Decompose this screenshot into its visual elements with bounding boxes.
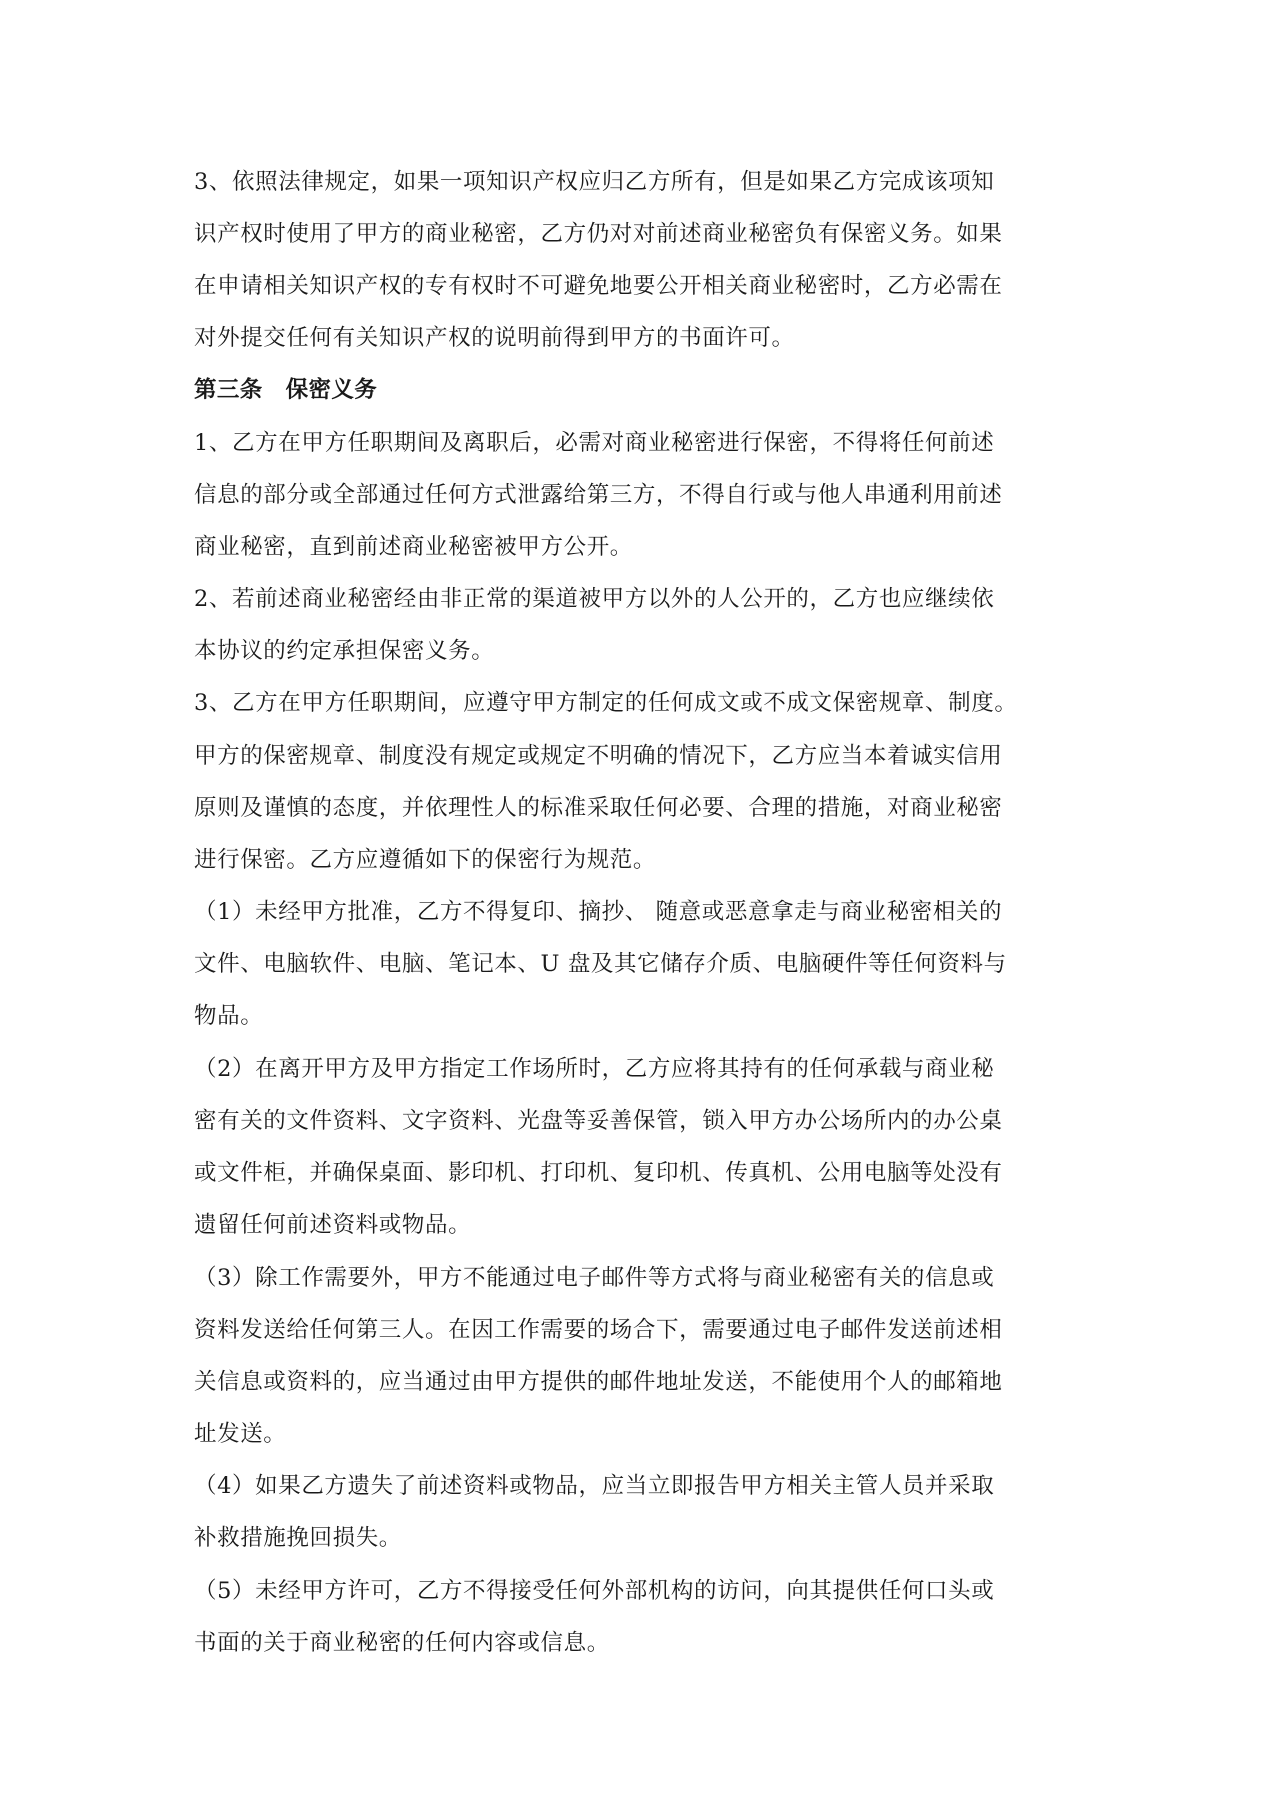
- paragraph-line: 或文件柜，并确保桌面、影印机、打印机、复印机、传真机、公用电脑等处没有: [194, 1160, 1003, 1186]
- paragraph-line: 关信息或资料的，应当通过由甲方提供的邮件地址发送，不能使用个人的邮箱地: [194, 1369, 1003, 1395]
- paragraph-line: 识产权时使用了甲方的商业秘密，乙方仍对对前述商业秘密负有保密义务。如果: [194, 221, 1003, 247]
- paragraph-line: 遗留任何前述资料或物品。: [194, 1212, 472, 1238]
- paragraph-line: （4）如果乙方遗失了前述资料或物品，应当立即报告甲方相关主管人员并采取: [194, 1473, 995, 1499]
- paragraph-line: 本协议的约定承担保密义务。: [194, 638, 495, 664]
- paragraph-line: 2、若前述商业秘密经由非正常的渠道被甲方以外的人公开的，乙方也应继续依: [194, 586, 995, 612]
- paragraph-line: 原则及谨慎的态度，并依理性人的标准采取任何必要、合理的措施，对商业秘密: [194, 795, 1003, 821]
- paragraph-line: 书面的关于商业秘密的任何内容或信息。: [194, 1630, 610, 1656]
- paragraph-line: （3）除工作需要外，甲方不能通过电子邮件等方式将与商业秘密有关的信息或: [194, 1265, 995, 1291]
- paragraph-line: 1、乙方在甲方任职期间及离职后，必需对商业秘密进行保密，不得将任何前述: [194, 430, 995, 456]
- paragraph-line: 3、乙方在甲方任职期间，应遵守甲方制定的任何成文或不成文保密规章、制度。: [194, 690, 1018, 716]
- paragraph-line: 物品。: [194, 1003, 264, 1029]
- paragraph-line: 3、依照法律规定，如果一项知识产权应归乙方所有，但是如果乙方完成该项知: [194, 169, 995, 195]
- paragraph-line: 密有关的文件资料、文字资料、光盘等妥善保管，锁入甲方办公场所内的办公桌: [194, 1108, 1003, 1134]
- paragraph-line: 文件、电脑软件、电脑、笔记本、U 盘及其它储存介质、电脑硬件等任何资料与: [194, 951, 1007, 977]
- paragraph-line: 甲方的保密规章、制度没有规定或规定不明确的情况下，乙方应当本着诚实信用: [194, 743, 1003, 769]
- paragraph-line: 进行保密。乙方应遵循如下的保密行为规范。: [194, 847, 657, 873]
- paragraph-line: 在申请相关知识产权的专有权时不可避免地要公开相关商业秘密时，乙方必需在: [194, 273, 1003, 299]
- section-heading: 第三条 保密义务: [194, 377, 378, 403]
- paragraph-line: 商业秘密，直到前述商业秘密被甲方公开。: [194, 534, 633, 560]
- paragraph-line: 对外提交任何有关知识产权的说明前得到甲方的书面许可。: [194, 325, 795, 351]
- paragraph-line: 补救措施挽回损失。: [194, 1525, 402, 1551]
- paragraph-line: 资料发送给任何第三人。在因工作需要的场合下，需要通过电子邮件发送前述相: [194, 1317, 1003, 1343]
- paragraph-line: （1）未经甲方批准，乙方不得复印、摘抄、 随意或恶意拿走与商业秘密相关的: [194, 899, 1003, 925]
- paragraph-line: 址发送。: [194, 1421, 287, 1447]
- paragraph-line: （2）在离开甲方及甲方指定工作场所时，乙方应将其持有的任何承载与商业秘: [194, 1056, 995, 1082]
- paragraph-line: （5）未经甲方许可，乙方不得接受任何外部机构的访问，向其提供任何口头或: [194, 1578, 995, 1604]
- paragraph-line: 信息的部分或全部通过任何方式泄露给第三方，不得自行或与他人串通利用前述: [194, 482, 1003, 508]
